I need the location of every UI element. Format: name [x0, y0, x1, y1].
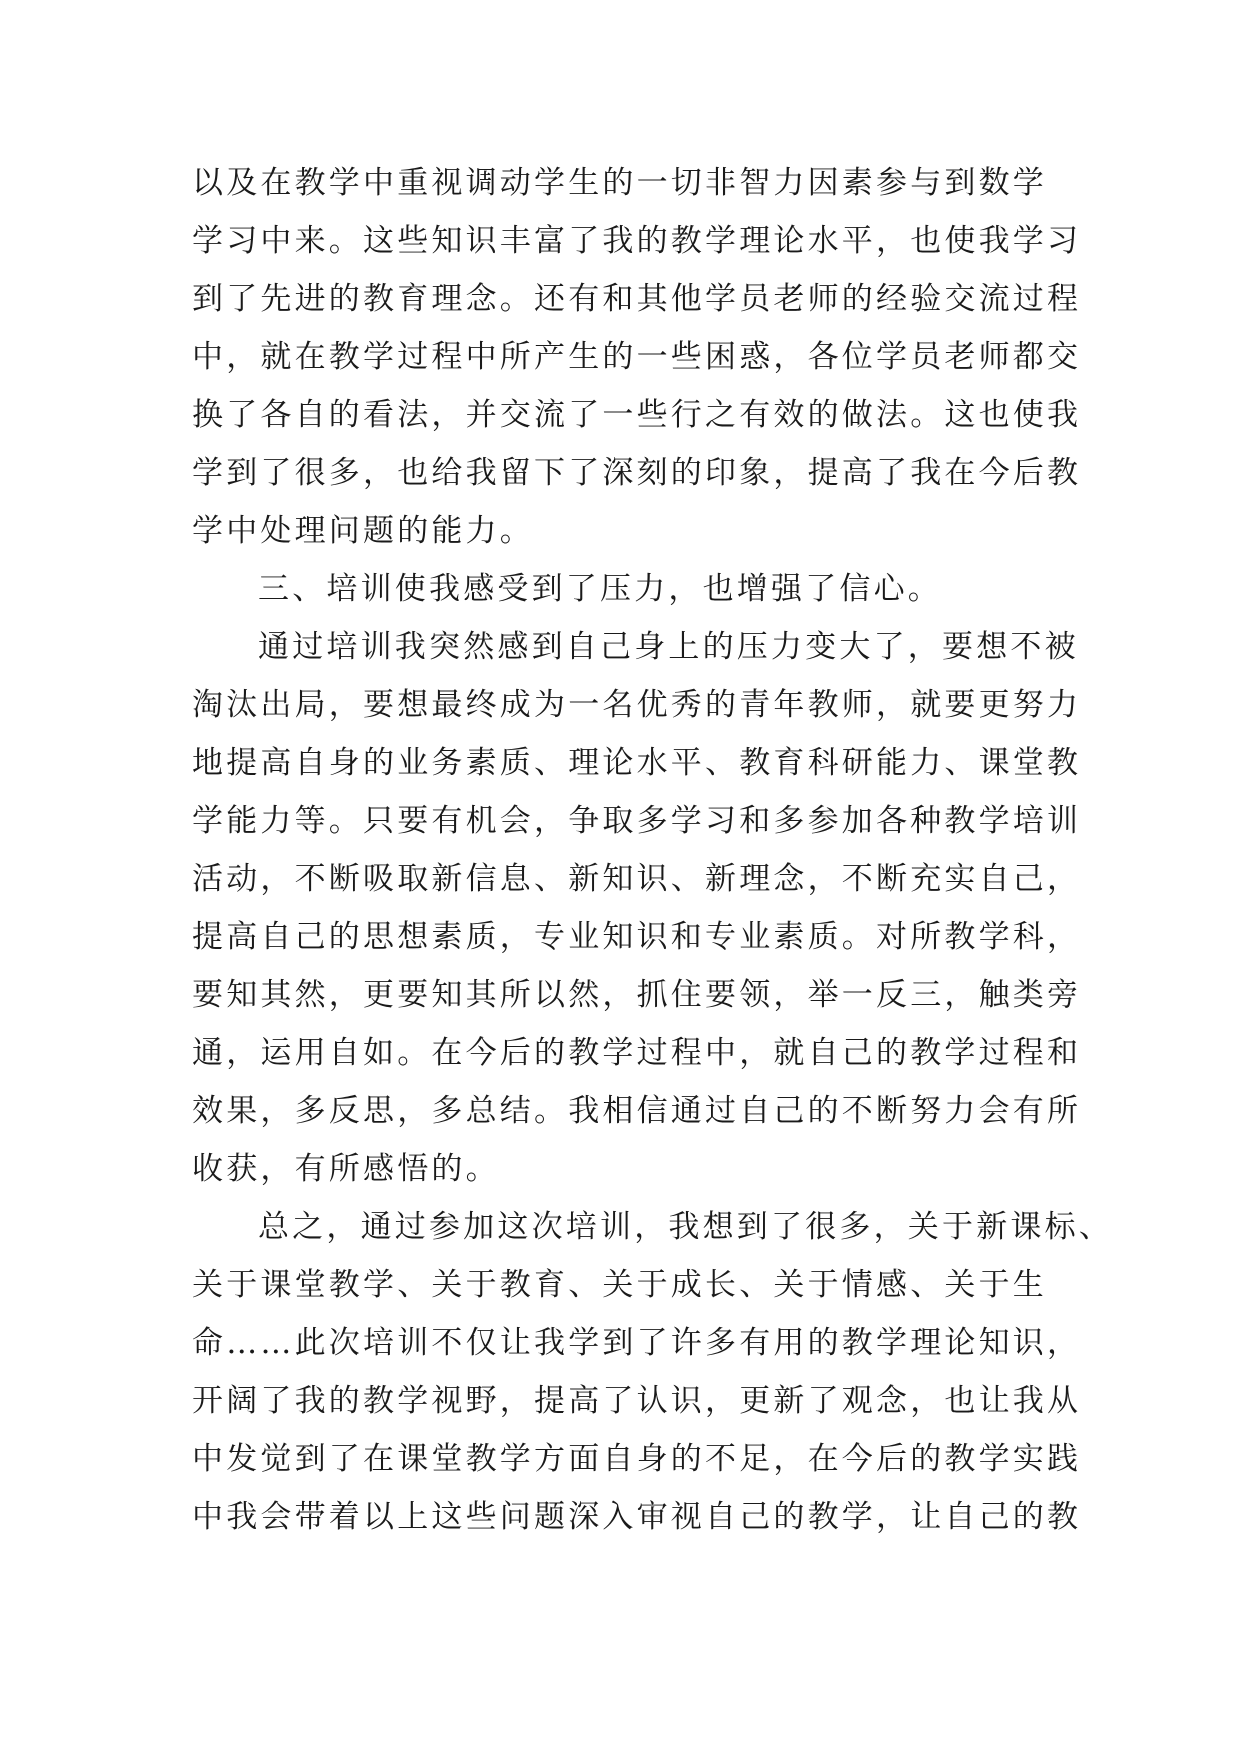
text-line: 命……此次培训不仅让我学到了许多有用的教学理论知识， — [192, 1325, 1082, 1361]
text-line: 要知其然，更要知其所以然，抓住要领，举一反三，触类旁 — [192, 977, 1082, 1013]
text-line: 换了各自的看法，并交流了一些行之有效的做法。这也使我 — [192, 397, 1082, 433]
text-line: 效果，多反思，多总结。我相信通过自己的不断努力会有所 — [192, 1093, 1082, 1129]
text-line: 总之，通过参加这次培训，我想到了很多，关于新课标、 — [258, 1209, 1113, 1245]
text-line: 收获，有所感悟的。 — [192, 1151, 500, 1187]
text-line: 到了先进的教育理念。还有和其他学员老师的经验交流过程 — [192, 281, 1082, 317]
text-line: 学习中来。这些知识丰富了我的教学理论水平，也使我学习 — [192, 223, 1082, 259]
text-line: 淘汰出局，要想最终成为一名优秀的青年教师，就要更努力 — [192, 687, 1082, 723]
text-line: 三、培训使我感受到了压力，也增强了信心。 — [258, 571, 942, 607]
text-line: 学中处理问题的能力。 — [192, 513, 534, 549]
text-line: 学到了很多，也给我留下了深刻的印象，提高了我在今后教 — [192, 455, 1082, 491]
text-line: 以及在教学中重视调动学生的一切非智力因素参与到数学 — [192, 165, 1047, 201]
text-line: 活动，不断吸取新信息、新知识、新理念，不断充实自己， — [192, 861, 1082, 897]
text-line: 开阔了我的教学视野，提高了认识，更新了观念，也让我从 — [192, 1383, 1082, 1419]
text-line: 中我会带着以上这些问题深入审视自己的教学，让自己的教 — [192, 1499, 1082, 1535]
text-line: 中发觉到了在课堂教学方面自身的不足，在今后的教学实践 — [192, 1441, 1082, 1477]
text-line: 通，运用自如。在今后的教学过程中，就自己的教学过程和 — [192, 1035, 1082, 1071]
text-line: 地提高自身的业务素质、理论水平、教育科研能力、课堂教 — [192, 745, 1082, 781]
text-line: 中，就在教学过程中所产生的一些困惑，各位学员老师都交 — [192, 339, 1082, 375]
text-line: 学能力等。只要有机会，争取多学习和多参加各种教学培训 — [192, 803, 1082, 839]
document-body-text — [192, 154, 1113, 1546]
text-line: 提高自己的思想素质，专业知识和专业素质。对所教学科， — [192, 919, 1082, 955]
text-line: 通过培训我突然感到自己身上的压力变大了，要想不被 — [258, 629, 1079, 665]
text-line: 关于课堂教学、关于教育、关于成长、关于情感、关于生 — [192, 1267, 1047, 1303]
